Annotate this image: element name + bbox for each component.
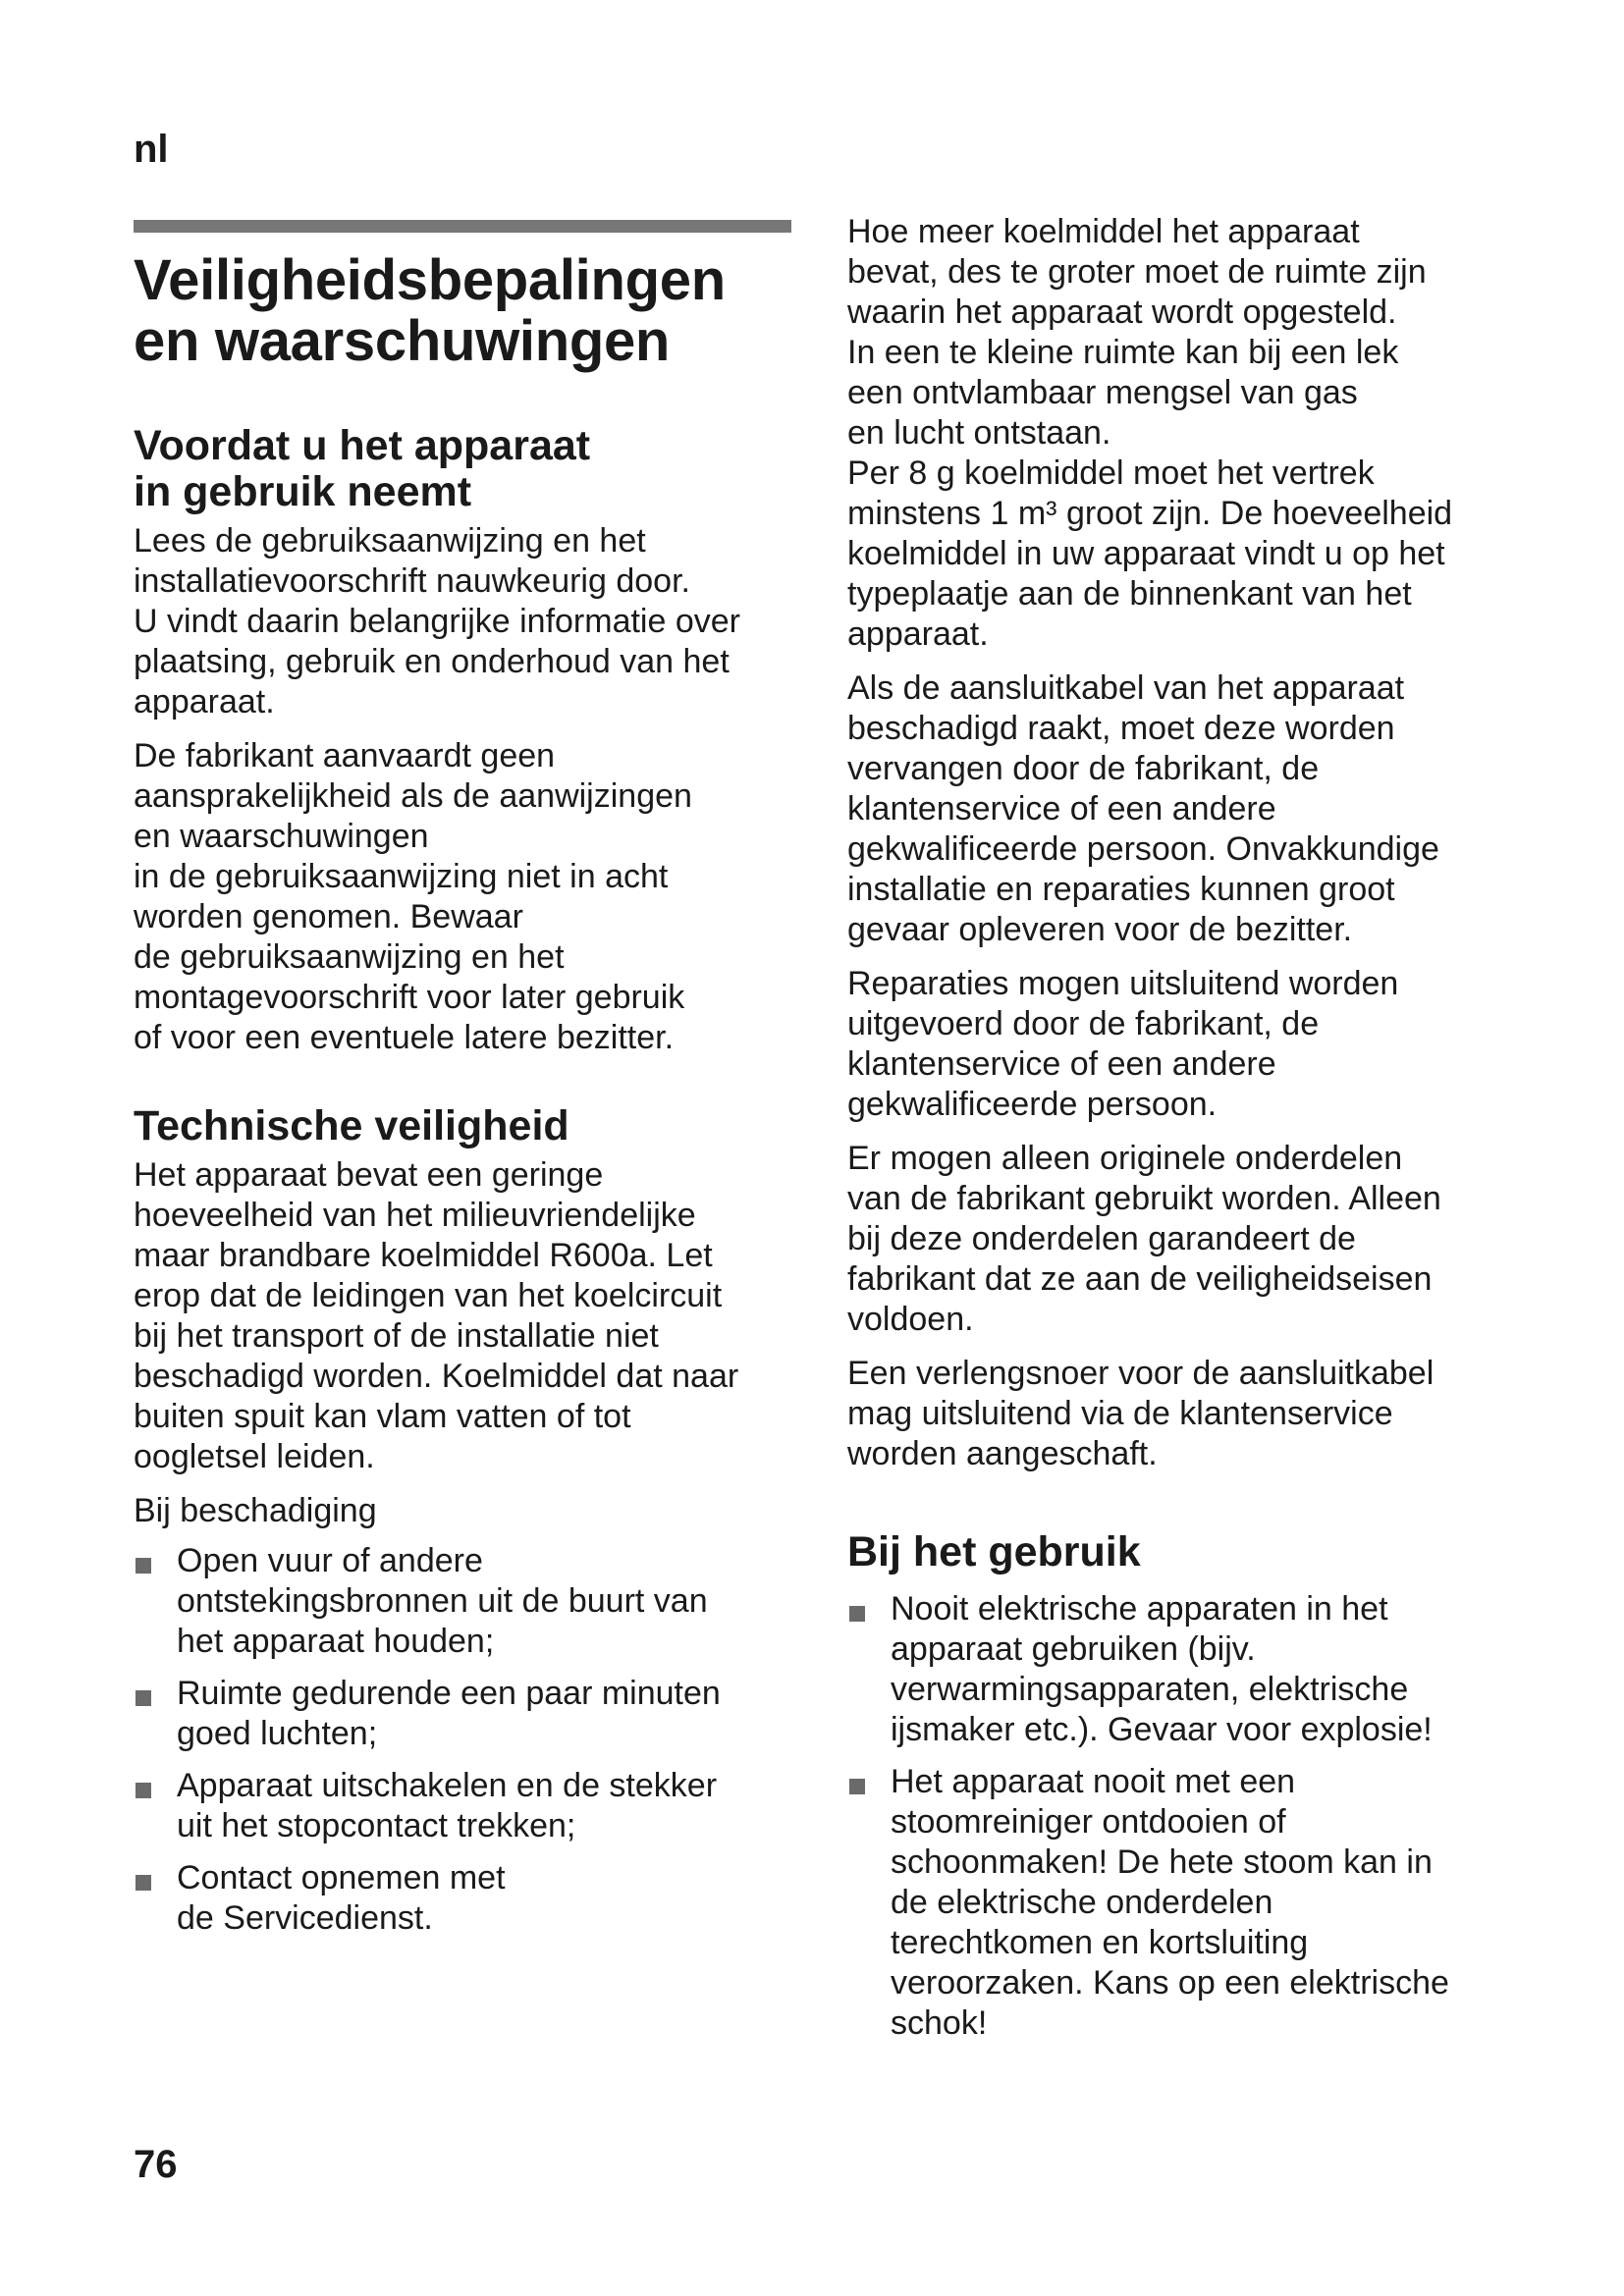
usage-warnings-list [847,1589,1535,2044]
divider-tag [137,222,167,231]
list-item: Nooit elektrische apparaten in het apparaat gebruiken (bijv. verwarmingsapparaten, elektrische ijsmaker etc.). Gevaar voor explosie! [847,1589,1535,1750]
bullet-square-icon [849,1606,865,1622]
heading-before-use: Voordat u het apparaat in gebruik neemt [134,422,591,515]
paragraph-room-size: Hoe meer koelmiddel het apparaat bevat, des te groter moet de ruimte zijn waarin het apparaat wordt opgesteld. In een te kleine ruimte kan bij een lek een ontvlambaar mengsel van gas en lucht ontstaan. Per 8 g koelmiddel moet het vertrek minstens 1 m³ groot zijn. De hoeveelheid koelmiddel in uw apparaat vindt u op het typeplaatje aan de binnenkant van het apparaat. [847,213,1453,653]
paragraph-repairs: Reparaties mogen uitsluitend worden uitgevoerd door de fabrikant, de klantenservice of een andere gekwalificeerde persoon. [847,965,1399,1123]
bullet-square-icon [849,1779,865,1794]
list-item: Apparaat uitschakelen en de stekker uit het stopcontact trekken; [134,1766,821,1846]
heading-during-use: Bij het gebruik [847,1528,1141,1575]
bullet-square-icon [135,1558,151,1574]
list-item: Contact opnemen met de Servicedienst. [134,1858,821,1939]
paragraph-refrigerant: Het apparaat bevat een geringe hoeveelheid van het milieuvriendelijke maar brandbare koelmiddel R600a. Let erop dat de leidingen van het koelcircuit bij het transport of de installatie niet beschadigd worden. Koelmiddel dat naar buiten spuit kan vlam vatten of tot oogletsel leiden. [134,1156,739,1475]
paragraph-on-damage: Bij beschadiging [134,1492,377,1529]
page-title: Veiligheidsbepalingen en waarschuwingen [134,248,726,373]
page-number: 76 [134,2143,178,2186]
heading-technical-safety: Technische veiligheid [134,1102,569,1149]
list-item: Ruimte gedurende een paar minuten goed luchten; [134,1674,821,1754]
paragraph-read-instructions: Lees de gebruiksaanwijzing en het installatievoorschrift nauwkeurig door. U vindt daarin belangrijke informatie over plaatsing, gebruik en onderhoud van het apparaat. [134,522,740,721]
paragraph-original-parts: Er mogen alleen originele onderdelen van de fabrikant gebruikt worden. Alleen bij deze onderdelen garandeert de fabrikant dat ze aan de veiligheidseisen voldoen. [847,1140,1441,1338]
list-item: Open vuur of andere ontstekingsbronnen uit de buurt van het apparaat houden; [134,1541,821,1662]
list-item: Het apparaat nooit met een stoomreiniger ontdooien of schoonmaken! De hete stoom kan in de elektrische onderdelen terechtkomen en kortsluiting veroorzaken. Kans op een elektrische schok! [847,1762,1535,2044]
paragraph-liability: De fabrikant aanvaardt geen aansprakelijkheid als de aanwijzingen en waarschuwingen in de gebruiksaanwijzing niet in acht worden genomen. Bewaar de gebruiksaanwijzing en het montagevoorschrift voor later gebruik of voor een eventuele latere bezitter. [134,737,692,1056]
language-code: nl [134,128,169,171]
bullet-square-icon [135,1875,151,1891]
damage-steps-list [134,1541,821,1939]
paragraph-extension-cord: Een verlengsnoer voor de aansluitkabel mag uitsluitend via de klantenservice worden aangeschaft. [847,1355,1435,1472]
left-column [134,250,821,1950]
right-column [847,212,1535,2056]
section-divider [134,220,791,233]
paragraph-power-cable: Als de aansluitkabel van het apparaat beschadigd raakt, moet deze worden vervangen door de fabrikant, de klantenservice of een andere gekwalificeerde persoon. Onvakkundige installatie en reparaties kunnen groot gevaar opleveren voor de bezitter. [847,669,1439,948]
bullet-square-icon [135,1783,151,1798]
bullet-square-icon [135,1690,151,1706]
